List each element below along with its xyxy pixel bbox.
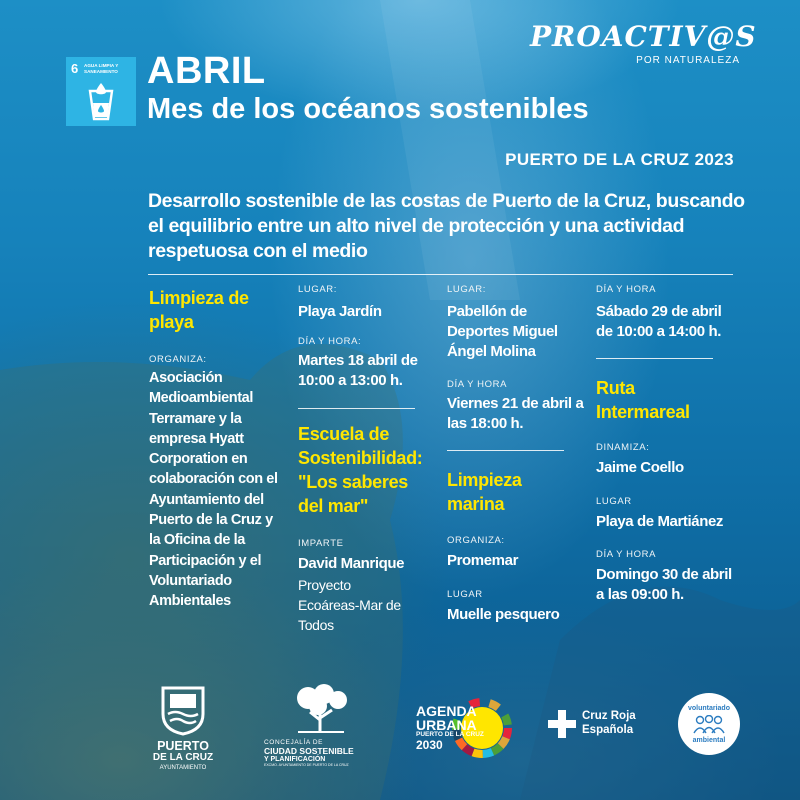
intro-text: Desarrollo sostenible de las costas de Puerto de la Cruz, buscando el equilibrio entre un alto nivel de protección y una actividad respetuosa con el medio [148,190,745,262]
brand-name: PROACTIV@S [530,20,757,53]
divider [447,450,564,451]
brand-tagline: POR NATURALEZA [636,55,740,66]
logo-line: CIUDAD SOSTENIBLE [264,745,354,756]
agenda-urbana-logo [414,690,514,760]
lugar-value: Playa de Martiánez [596,513,724,530]
lugar-value: Playa Jardín [298,303,382,320]
event-title: Escuela de Sostenibilidad: "Los saberes del mar" [298,424,423,516]
logo-line: EXCMO. AYUNTAMIENTO DE PUERTO DE LA CRUZ [264,763,349,768]
lugar-label: LUGAR: [298,284,337,295]
event-title: Ruta Intermareal [596,378,690,422]
logo-line: Cruz Roja [582,710,636,722]
logo-line: URBANA [416,717,477,733]
page-subtitle: Mes de los océanos sostenibles [147,93,589,125]
puerto-de-la-cruz-logo [146,684,220,776]
imparte-name: David Manrique [298,555,405,572]
lugar-label: LUGAR: [447,284,486,295]
cruz-roja-logo [548,708,648,744]
divider [298,408,415,409]
sdg-goal-badge [66,57,136,126]
divider [148,274,733,275]
lugar-value: Muelle pesquero [447,606,560,623]
dia-value: Sábado 29 de abril de 10:00 a 14:00 h. [596,303,722,340]
imparte-label: IMPARTE [298,538,344,549]
page-title: ABRIL [147,50,266,92]
logo-line: AGENDA [416,703,477,719]
dia-value: Martes 18 abril de 10:00 a 13:00 h. [298,352,418,389]
logo-line: AYUNTAMIENTO [159,764,207,771]
coat-of-arms-icon [160,684,206,736]
dia-label: DÍA Y HORA [596,549,657,560]
logo-line: DE LA CRUZ [152,752,214,764]
dia-label: DÍA Y HORA [447,379,508,390]
location-year: PUERTO DE LA CRUZ 2023 [505,150,734,169]
logo-line: PUERTO DE LA CRUZ [416,731,484,738]
organiza-label: ORGANIZA: [149,354,207,365]
logo-line: CONCEJALÍA DE [264,739,324,746]
dinamiza-value: Jaime Coello [596,459,684,476]
lugar-label: LUGAR [596,496,632,507]
organiza-value: Asociación Medioambiental Terramare y la empresa Hyatt Corporation en colaboración con el Ayuntamiento del Puerto de la Cruz y la Oficina de la Participación y el Voluntariado Ambientales [149,370,278,610]
event-beach-cleanup [149,284,279,612]
event-title: Limpieza marina [447,470,522,514]
organiza-value: Promemar [447,552,519,569]
brand-logo [530,20,757,66]
logo-line: 2030 [416,737,443,752]
dia-label: DÍA Y HORA [596,284,657,295]
logo-line: Y PLANIFICACIÓN [264,755,326,763]
divider [596,358,713,359]
voluntariado-ambiental-logo [678,693,740,755]
water-glass-icon [88,83,114,121]
dia-value: Viernes 21 de abril a las 18:00 h. [447,395,584,432]
dia-label: DÍA Y HORA: [298,336,362,347]
event-column-2 [298,284,422,635]
sdg-number: 6 [71,61,79,76]
sdg-label: AGUA LIMPIA Y SANEAMIENTO [84,63,119,74]
organiza-label: ORGANIZA: [447,535,505,546]
lugar-value: Pabellón de Deportes Miguel Ángel Molina [447,303,558,360]
dinamiza-label: DINAMIZA: [596,442,650,453]
imparte-project: Proyecto Ecoáreas-Mar de Todos [298,577,401,633]
logo-line: voluntariado [687,705,730,712]
red-cross-icon [548,710,576,738]
logo-line: ambiental [692,737,726,744]
people-icon [692,715,726,735]
concejalia-logo [262,684,370,776]
event-column-3 [447,284,587,625]
logo-line: PUERTO [157,739,209,753]
event-column-4 [596,284,736,605]
tree-icon [292,684,350,736]
dia-value: Domingo 30 de abril a las 09:00 h. [596,566,732,603]
event-title: Limpieza de playa [149,288,249,332]
lugar-label: LUGAR [447,589,483,600]
logo-line: Española [582,723,634,736]
